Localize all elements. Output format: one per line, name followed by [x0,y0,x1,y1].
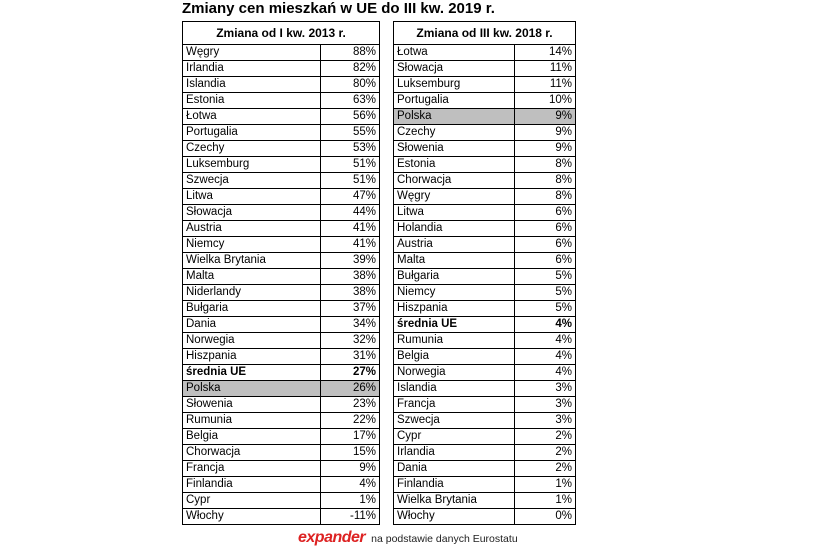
country-cell: Słowenia [183,397,321,413]
table-row [394,477,576,493]
table-row [183,253,380,269]
table-row [394,285,576,301]
value-cell: 34% [321,317,380,333]
table-row [394,253,576,269]
value-cell: 14% [515,45,576,61]
country-cell: Rumunia [394,333,515,349]
country-cell: Słowacja [394,61,515,77]
value-cell: 8% [515,173,576,189]
table-row [394,125,576,141]
table-row [183,477,380,493]
table-row [183,333,380,349]
country-cell: Finlandia [394,477,515,493]
table-row [183,461,380,477]
country-cell: Słowenia [394,141,515,157]
country-cell: Szwecja [394,413,515,429]
table-row [183,221,380,237]
value-cell: 80% [321,77,380,93]
country-cell: Islandia [183,77,321,93]
value-cell: 41% [321,237,380,253]
table-row [394,365,576,381]
table-row [183,157,380,173]
table-row [394,157,576,173]
country-cell: Litwa [394,205,515,221]
page-title: Zmiany cen mieszkań w UE do III kw. 2019 r. [182,0,495,17]
table-row [183,349,380,365]
country-cell: Islandia [394,381,515,397]
table-row [394,61,576,77]
table-row [183,269,380,285]
country-cell: Wielka Brytania [183,253,321,269]
value-cell: 4% [515,317,576,333]
table-row [183,237,380,253]
value-cell: 3% [515,397,576,413]
value-cell: 55% [321,125,380,141]
value-cell: 56% [321,109,380,125]
value-cell: 38% [321,285,380,301]
value-cell: 4% [515,365,576,381]
table-row [394,445,576,461]
country-cell: Irlandia [394,445,515,461]
value-cell: 32% [321,333,380,349]
table-row [183,493,380,509]
value-cell: 15% [321,445,380,461]
value-cell: 5% [515,301,576,317]
table-header-row [183,22,380,45]
table-row [183,45,380,61]
value-cell: 63% [321,93,380,109]
table-row [394,221,576,237]
country-cell: Węgry [394,189,515,205]
country-cell: Hiszpania [183,349,321,365]
value-cell: 1% [515,477,576,493]
value-cell: 2% [515,461,576,477]
country-cell: Austria [394,237,515,253]
value-cell: 4% [515,333,576,349]
country-cell: Belgia [183,429,321,445]
table-row [183,125,380,141]
country-cell: Cypr [394,429,515,445]
value-cell: 82% [321,61,380,77]
table-row [394,461,576,477]
source-footer [298,529,518,547]
table-row [183,429,380,445]
country-cell: Holandia [394,221,515,237]
value-cell: 9% [515,125,576,141]
country-cell: Irlandia [183,61,321,77]
value-cell: 6% [515,253,576,269]
country-cell: Węgry [183,45,321,61]
value-cell: 51% [321,157,380,173]
table-body [394,45,576,525]
country-cell: Rumunia [183,413,321,429]
country-cell: Polska [394,109,515,125]
value-cell: 37% [321,301,380,317]
value-cell: 11% [515,77,576,93]
table-row [183,317,380,333]
table-row [183,189,380,205]
value-cell: 47% [321,189,380,205]
table-row [183,173,380,189]
table-row [183,285,380,301]
country-cell: Bułgaria [394,269,515,285]
table-row [394,237,576,253]
country-cell: Francja [183,461,321,477]
country-cell: Polska [183,381,321,397]
value-cell: 1% [321,493,380,509]
country-cell: Portugalia [183,125,321,141]
value-cell: 8% [515,157,576,173]
value-cell: 41% [321,221,380,237]
table-row [394,333,576,349]
country-cell: Hiszpania [394,301,515,317]
value-cell: 9% [515,109,576,125]
table-row [394,141,576,157]
country-cell: Francja [394,397,515,413]
country-cell: Norwegia [394,365,515,381]
table-row [394,429,576,445]
country-cell: Cypr [183,493,321,509]
country-cell: Malta [394,253,515,269]
table-row [183,445,380,461]
table-row [183,509,380,525]
table-row [394,93,576,109]
value-cell: 4% [515,349,576,365]
country-cell: Czechy [394,125,515,141]
value-cell: 53% [321,141,380,157]
table-row [183,61,380,77]
value-cell: 9% [321,461,380,477]
country-cell: Chorwacja [183,445,321,461]
table-row [394,381,576,397]
table-row [183,141,380,157]
table-row [183,365,380,381]
column-header: Zmiana od III kw. 2018 r. [394,22,576,45]
table-row [394,189,576,205]
country-cell: Niemcy [394,285,515,301]
country-cell: Dania [183,317,321,333]
table-row [394,109,576,125]
source-note: na podstawie danych Eurostatu [371,533,518,545]
table-row [183,381,380,397]
country-cell: Austria [183,221,321,237]
value-cell: 3% [515,413,576,429]
country-cell: Litwa [183,189,321,205]
value-cell: 6% [515,237,576,253]
value-cell: 39% [321,253,380,269]
table-row [394,269,576,285]
value-cell: 27% [321,365,380,381]
table-row [394,77,576,93]
value-cell: 22% [321,413,380,429]
table-body [183,45,380,525]
value-cell: 9% [515,141,576,157]
value-cell: 6% [515,205,576,221]
country-cell: Łotwa [183,109,321,125]
table-row [394,45,576,61]
country-cell: Szwecja [183,173,321,189]
table-row [394,413,576,429]
table-since-q1-2013 [182,21,380,525]
column-header: Zmiana od I kw. 2013 r. [183,22,380,45]
country-cell: średnia UE [183,365,321,381]
country-cell: Niderlandy [183,285,321,301]
value-cell: 17% [321,429,380,445]
country-cell: Portugalia [394,93,515,109]
table-row [183,109,380,125]
table-row [183,301,380,317]
table-row [183,413,380,429]
value-cell: 2% [515,445,576,461]
country-cell: Malta [183,269,321,285]
country-cell: Wielka Brytania [394,493,515,509]
value-cell: 88% [321,45,380,61]
country-cell: Luksemburg [394,77,515,93]
country-cell: Finlandia [183,477,321,493]
country-cell: Czechy [183,141,321,157]
table-since-q3-2018 [393,21,576,525]
value-cell: 31% [321,349,380,365]
value-cell: 8% [515,189,576,205]
value-cell: 6% [515,221,576,237]
value-cell: 44% [321,205,380,221]
value-cell: -11% [321,509,380,525]
value-cell: 5% [515,285,576,301]
country-cell: Niemcy [183,237,321,253]
value-cell: 5% [515,269,576,285]
table-row [394,493,576,509]
table-row [394,317,576,333]
table-row [394,173,576,189]
country-cell: Łotwa [394,45,515,61]
value-cell: 38% [321,269,380,285]
country-cell: Estonia [394,157,515,173]
value-cell: 11% [515,61,576,77]
table-header-row [394,22,576,45]
value-cell: 4% [321,477,380,493]
value-cell: 2% [515,429,576,445]
country-cell: Luksemburg [183,157,321,173]
table-row [183,93,380,109]
table-row [394,397,576,413]
table-row [183,77,380,93]
country-cell: Norwegia [183,333,321,349]
expander-logo [298,529,365,547]
logo-text: expander [298,529,366,546]
table-row [183,205,380,221]
table-row [394,205,576,221]
country-cell: Belgia [394,349,515,365]
country-cell: Bułgaria [183,301,321,317]
table-row [183,397,380,413]
country-cell: Estonia [183,93,321,109]
table-row [394,509,576,525]
country-cell: Włochy [183,509,321,525]
value-cell: 23% [321,397,380,413]
country-cell: Dania [394,461,515,477]
value-cell: 26% [321,381,380,397]
table-row [394,301,576,317]
value-cell: 51% [321,173,380,189]
table-row [394,349,576,365]
value-cell: 1% [515,493,576,509]
value-cell: 10% [515,93,576,109]
country-cell: średnia UE [394,317,515,333]
value-cell: 0% [515,509,576,525]
country-cell: Słowacja [183,205,321,221]
country-cell: Włochy [394,509,515,525]
country-cell: Chorwacja [394,173,515,189]
value-cell: 3% [515,381,576,397]
